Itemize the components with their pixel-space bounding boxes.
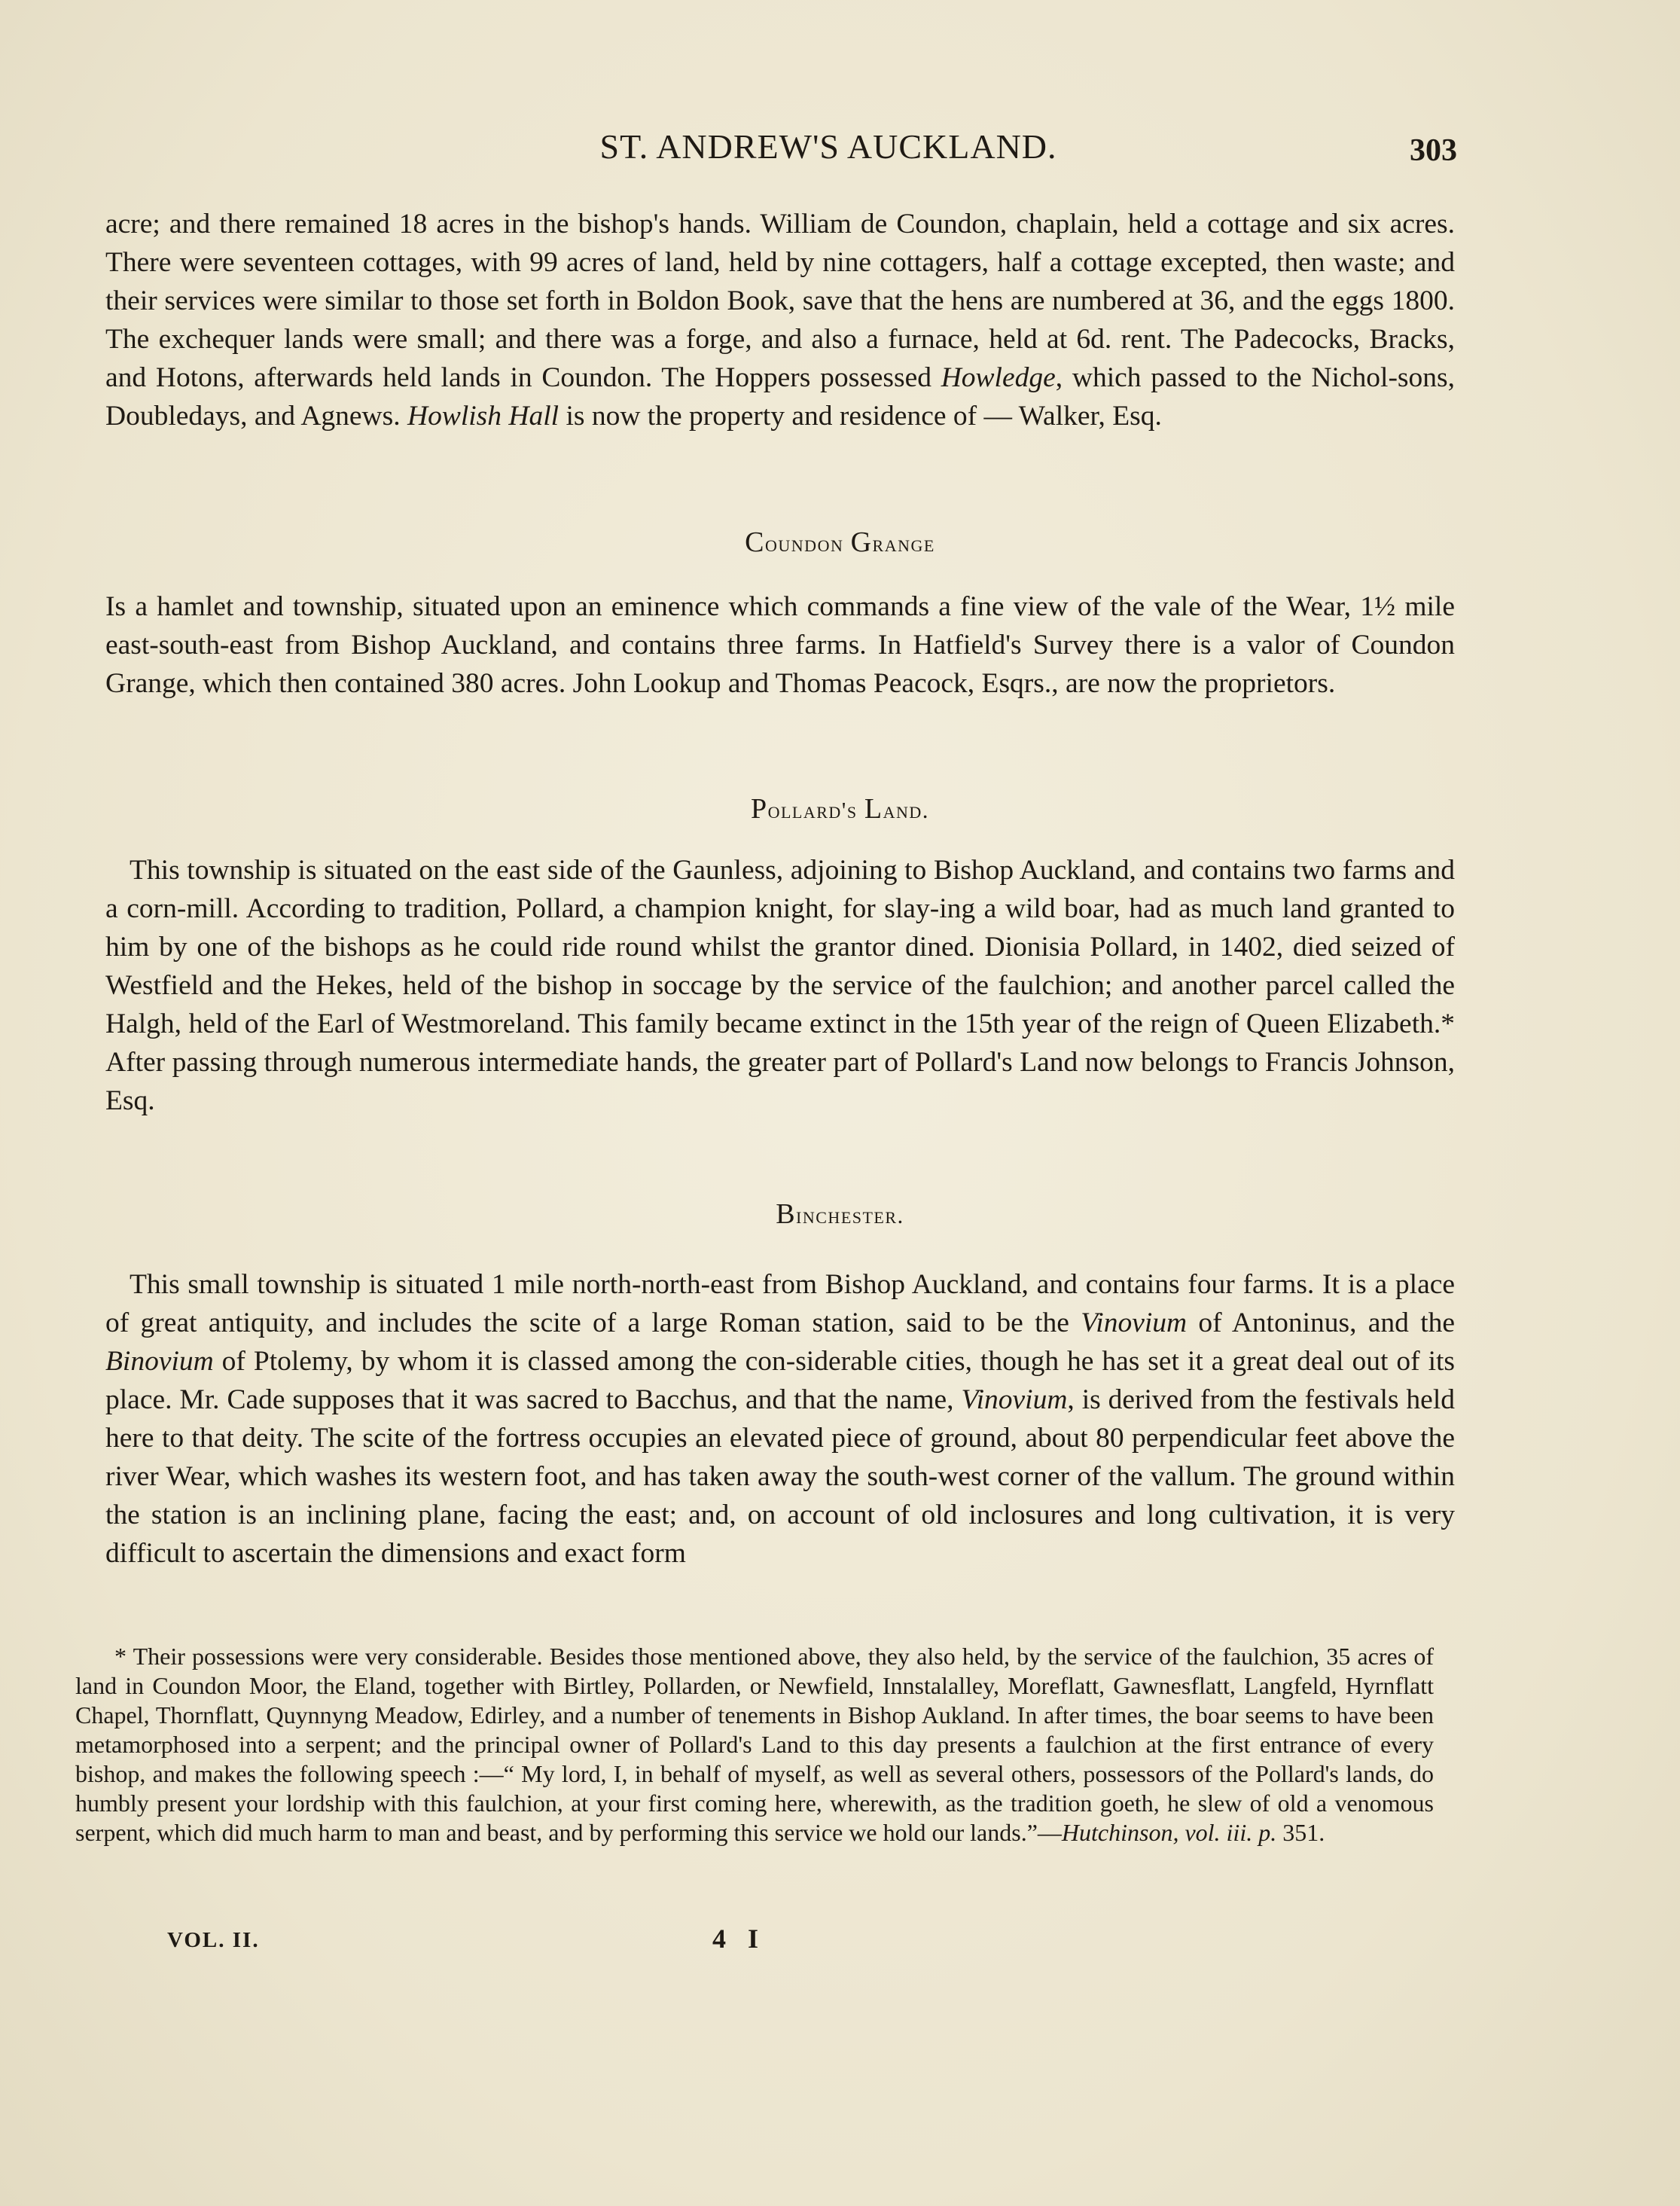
footnote-citation: Hutchinson, vol. iii. p.	[1061, 1819, 1277, 1846]
text-run: of Antoninus, and the	[1187, 1307, 1456, 1338]
page-number: 303	[1410, 133, 1457, 168]
section-heading-binchester: Binchester.	[776, 1198, 904, 1230]
text-run: , is derived from the festivals held here to that deity. The scite of the fortress occupies an elevated piece of ground, about 80 perpendicular feet above the river Wear, which washes its western foot, and has taken away the south-west corner of the vallum. The ground within the station is an inclining plane, facing the east; and, on account of old inclosures and long cultivation, it is very difficult to ascertain the dimensions and exact form	[105, 1384, 1455, 1569]
text-run: is now the property and residence of — Walker, Esq.	[559, 401, 1162, 432]
section-heading-pollards-land: Pollard's Land.	[750, 793, 930, 825]
paragraph-coundon-grange	[105, 587, 1455, 703]
paragraph-coundon-continued	[105, 205, 1455, 435]
italic-place-name: Howledge	[941, 362, 1056, 393]
paragraph-pollards-land	[105, 851, 1455, 1120]
italic-place-name: Vinovium	[961, 1384, 1068, 1415]
text-run: of Ptolemy, by whom it is classed among the con-siderable cities, though he has set it a great deal out of its place. Mr. Cade supposes that it was sacred to Bacchus, and that the name,	[105, 1346, 1455, 1415]
footnote-page: 351.	[1276, 1819, 1325, 1846]
paragraph-text: Is a hamlet and township, situated upon an eminence which commands a fine view of the vale of the Wear, 1½ mile east-south-east from Bishop Auckland, and contains three farms. In Hatfield's Survey there is a valor of Coundon Grange, which then contained 380 acres. John Lookup and Thomas Peacock, Esqrs., are now the proprietors.	[105, 591, 1455, 699]
footnote-text: * Their possessions were very considerable. Besides those mentioned above, they also held, by the service of the faulchion, 35 acres of land in Coundon Moor, the Eland, together with Birtley, Pollarden, or Newfield, Innstalalley, Moreflatt, Gawnesflatt, Langfeld, Hyrnflatt Chapel, Thornflatt, Quynnyng Meadow, Edirley, and a number of tenements in Bishop Aukland. In after times, the boar seems to have been metamorphosed into a serpent; and the principal owner of Pollard's Land to this day presents a faulchion at the first entrance of every bishop, and makes the following speech :—“ My lord, I, in behalf of myself, as well as several others, possessors of the Pollard's lands, do humbly present your lordship with this faulchion, at your first coming here, wherewith, as the tradition goeth, he slew of old a venomous serpent, which did much harm to man and beast, and by performing this service we hold our lands.”—	[75, 1643, 1434, 1846]
italic-place-name: Howlish Hall	[407, 401, 559, 432]
printer-signature: 4 I	[712, 1924, 767, 1954]
paragraph-text: This township is situated on the east side of the Gaunless, adjoining to Bishop Auckland, and contains two farms and a corn-mill. According to tradition, Pollard, a champion knight, for slay-ing a wild boar, had as much land granted to him by one of the bishops as he could ride round whilst the grantor dined. Dionisia Pollard, in 1402, died seized of Westfield and the Hekes, held of the bishop in soccage by the service of the faulchion; and another parcel called the Halgh, held of the Earl of Westmoreland. This family became extinct in the 15th year of the reign of Queen Elizabeth.* After passing through numerous intermediate hands, the greater part of Pollard's Land now belongs to Francis Johnson, Esq.	[105, 855, 1455, 1116]
italic-place-name: Vinovium	[1081, 1307, 1188, 1338]
text-run: acre; and there remained 18 acres in the bishop's hands. William de Coundon, chaplain, held a cottage and six acres. There were seventeen cottages, with 99 acres of land, held by nine cottagers, half a cottage excepted, then waste; and their services were similar to those set forth in Boldon Book, save that the hens are numbered at 36, and the eggs 1800. The exchequer lands were small; and there was a forge, and also a furnace, held at 6d. rent. The Padecocks, Bracks, and Hotons, afterwards held lands in Coundon. The Hoppers possessed	[105, 209, 1455, 393]
italic-place-name: Binovium	[105, 1346, 214, 1377]
text-run: , which passed to the Nichol-sons, Doubledays, and Agnews.	[105, 362, 1455, 432]
paragraph-binchester	[105, 1265, 1455, 1573]
running-title: ST. ANDREW'S AUCKLAND.	[599, 127, 1057, 166]
volume-label: VOL. II.	[167, 1928, 260, 1952]
footnote	[75, 1642, 1434, 1847]
section-heading-coundon-grange: Coundon Grange	[745, 526, 935, 558]
text-run: This small township is situated 1 mile north-north-east from Bishop Auckland, and contains four farms. It is a place of great antiquity, and includes the scite of a large Roman station, said to be the	[105, 1269, 1455, 1338]
